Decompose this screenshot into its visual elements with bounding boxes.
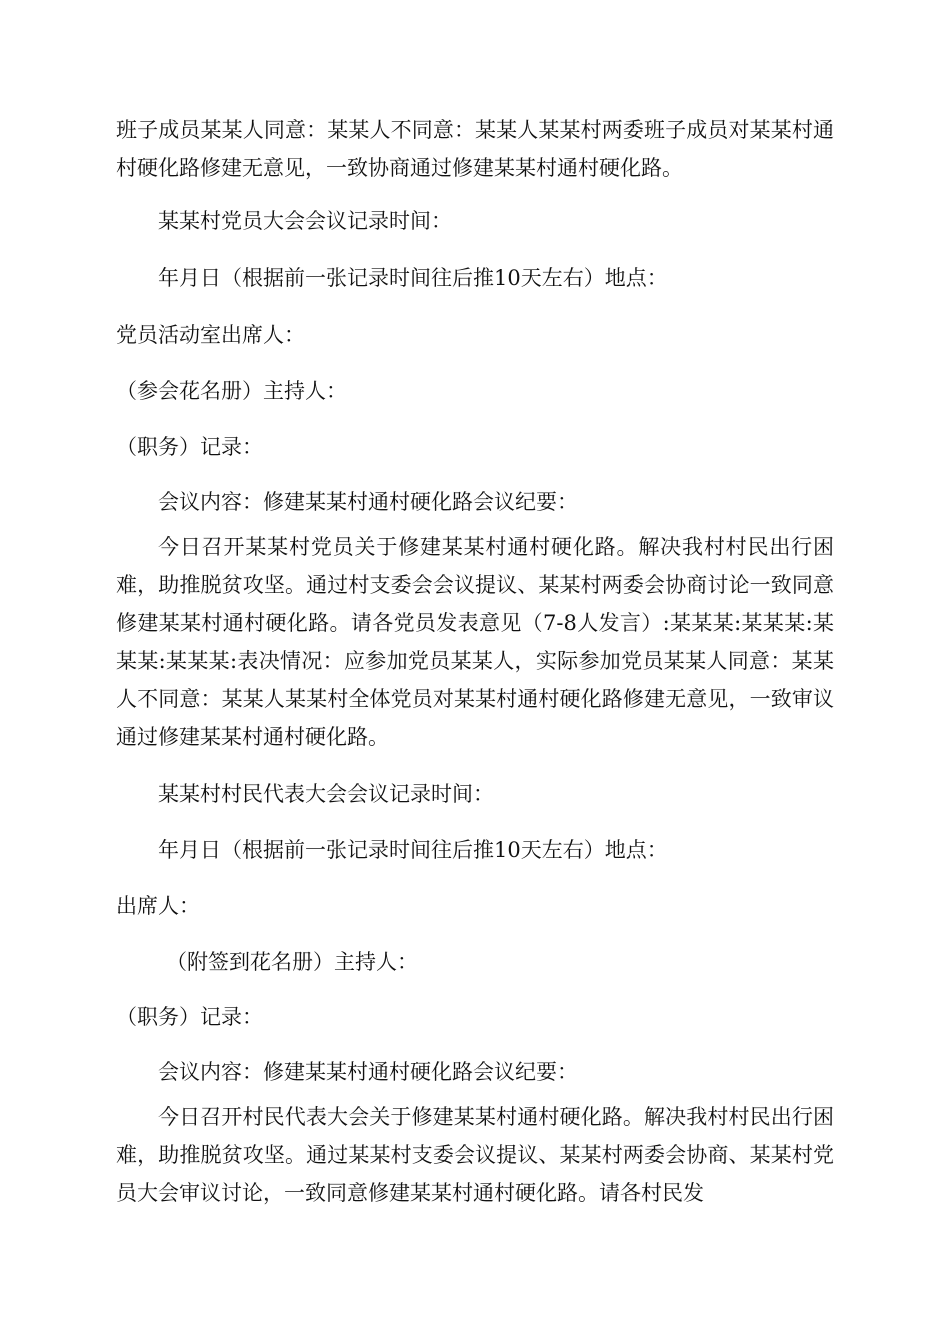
paragraph-representative-meeting-minutes: 今日召开村民代表大会关于修建某某村通村硬化路。解决我村村民出行困难，助推脱贫攻坚。通过某某村支委会议提议、某某村两委会协商、某某村党员大会审议讨论，一致同意修建某某村通村硬化路。请各村民发: [116, 1105, 834, 1205]
paragraph-party-meeting-minutes: 今日召开某某村党员关于修建某某村通村硬化路。解决我村村民出行困难，助推脱贫攻坚。通过村支委会会议提议、某某村两委会协商讨论一致同意修建某某村通村硬化路。请各党员发表意见（7-8人发言）:某某某:某某某:某某某:某某某:表决情况：应参加党员某某人，实际参加党员某某人同意：某某人不同意：某某人某某村全体党员对某某村通村硬化路修建无意见，一致审议通过修建某某村通村硬化路。: [116, 535, 834, 749]
paragraph-party-meeting-host: （参会花名册）主持人：: [116, 379, 347, 403]
paragraph-party-meeting-title: 某某村党员大会会议记录时间：: [158, 209, 452, 233]
paragraph-party-meeting-content-heading: 会议内容：修建某某村通村硬化路会议纪要：: [158, 490, 578, 514]
paragraph-representative-meeting-title: 某某村村民代表大会会议记录时间：: [158, 782, 494, 806]
paragraph-representative-meeting-host: （附签到花名册）主持人：: [166, 950, 418, 974]
paragraph-representative-meeting-content-heading: 会议内容：修建某某村通村硬化路会议纪要：: [158, 1060, 578, 1084]
paragraph-representative-meeting-attendees: 出席人：: [116, 894, 200, 918]
paragraph-committee-result: 班子成员某某人同意：某某人不同意：某某人某某村两委班子成员对某某村通村硬化路修建无意见，一致协商通过修建某某村通村硬化路。: [116, 118, 834, 180]
paragraph-party-meeting-date: 年月日（根据前一张记录时间往后推10天左右）地点：: [158, 266, 668, 290]
paragraph-party-meeting-recorder: （职务）记录：: [116, 435, 263, 459]
paragraph-representative-meeting-date: 年月日（根据前一张记录时间往后推10天左右）地点：: [158, 838, 668, 862]
paragraph-representative-meeting-recorder: （职务）记录：: [116, 1005, 263, 1029]
paragraph-party-meeting-attendees: 党员活动室出席人：: [116, 323, 305, 347]
